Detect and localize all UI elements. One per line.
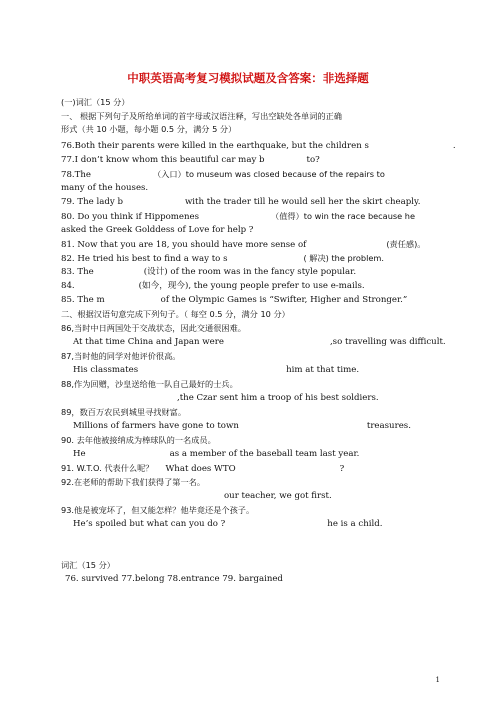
- question-83: [61, 267, 356, 278]
- question-80-text-a: 80. Do you think if Hippomenes: [61, 212, 200, 222]
- question-81-end: (责任感)。: [386, 239, 426, 249]
- question-82: [61, 253, 384, 265]
- question-91-end: ?: [339, 464, 345, 474]
- question-80: [61, 211, 415, 223]
- question-90-text: He: [73, 449, 86, 459]
- question-90-end: as a member of the baseball team last year.: [169, 449, 360, 459]
- question-89-chinese: 89，数百万农民到城里寻找财富。: [61, 407, 187, 417]
- question-86-text: At that time China and Japan were: [73, 337, 224, 347]
- page-number: 1: [435, 676, 440, 684]
- question-80-text-b: （值得）to win the race because he: [271, 211, 416, 221]
- question-81: [61, 239, 425, 251]
- question-78-text-a: 78.The: [61, 170, 92, 180]
- question-80-cont: asked the Greek Golddess of Love for help ?: [61, 225, 254, 235]
- question-84: [61, 281, 365, 292]
- question-85: [61, 295, 407, 306]
- question-93-end: he is a child.: [327, 519, 383, 529]
- section1-instructions-line2: 形式（共 10 小题，每小题 0.5 分，满分 5 分）: [61, 124, 237, 134]
- question-83-end: (设计) of the room was in the fancy style popular.: [143, 267, 357, 277]
- question-93-text: He’s spoiled but what can you do ?: [73, 519, 226, 529]
- question-85-text: 85. The m: [61, 295, 105, 305]
- question-89-text: Millions of farmers have gone to town: [73, 421, 239, 431]
- question-91: [61, 463, 344, 475]
- question-88-english: ,the Czar sent him a troop of his best soldiers.: [177, 393, 379, 403]
- question-89-end: treasures.: [366, 421, 411, 431]
- question-76: [61, 141, 456, 152]
- question-93-english: [73, 519, 382, 530]
- question-86-end: ,so travelling was difficult.: [329, 337, 446, 347]
- question-88-chinese: 88,作为回赠，沙皇送给他一队自己最好的士兵。: [61, 379, 238, 389]
- question-87-english: [73, 365, 359, 376]
- question-78: [61, 169, 385, 181]
- answers-line: 76. survived 77.belong 78.entrance 79. bargained: [65, 574, 283, 584]
- question-76-text: 76.Both their parents were killed in the earthquake, but the children s: [61, 141, 369, 151]
- answers-header: 词汇（15 分）: [61, 560, 115, 570]
- question-79-text: 79. The lady b: [61, 197, 123, 207]
- question-77-text: 77.I don’t know whom this beautiful car may b: [61, 155, 265, 165]
- question-86-chinese: 86,当时中日两国处于交战状态，因此交通很困难。: [61, 323, 246, 333]
- question-90-english: [73, 449, 359, 460]
- question-78-text-b: （入口）to museum was closed because of the repairs to: [153, 169, 385, 179]
- question-82-end: ( 解决) the problem.: [303, 253, 384, 263]
- question-92-chinese: 92.在老师的帮助下我们获得了第一名。: [61, 477, 206, 487]
- question-84-text: 84.: [61, 281, 75, 291]
- question-78-cont: many of the houses.: [61, 183, 149, 193]
- question-92-english: our teacher, we got first.: [224, 491, 332, 501]
- page-title: 中职英语高考复习模拟试题及含答案：非选择题: [127, 71, 369, 85]
- question-93-chinese: 93.他是被宠坏了，但又能怎样？他毕竟还是个孩子。: [61, 505, 255, 515]
- question-81-text: 81. Now that you are 18, you should have more sense of: [61, 240, 307, 250]
- question-91-text-a: 91. W.T.O. 代表什么呢？: [61, 463, 154, 473]
- question-79-end: with the trader till he would sell her the skirt cheaply.: [184, 197, 421, 207]
- question-91-text-b: What does WTO: [165, 464, 236, 474]
- question-87-end: him at that time.: [286, 365, 360, 375]
- question-77-end: to?: [306, 155, 320, 165]
- question-87-text: His classmates: [73, 365, 139, 375]
- question-77: [61, 155, 320, 166]
- question-86-english: [73, 337, 446, 348]
- question-87-chinese: 87,当时他的同学对他评价很高。: [61, 351, 181, 361]
- question-90-chinese: 90. 去年他被接纳成为棒球队的一名成员。: [61, 435, 216, 445]
- question-83-text: 83. The: [61, 267, 94, 277]
- question-89-english: [73, 421, 411, 432]
- section2-header: 二、根据汉语句意完成下列句子。（ 每空 0.5 分，满分 10 分）: [61, 309, 290, 319]
- question-84-end: (如今，现今), the young people prefer to use e-mails.: [138, 281, 365, 291]
- question-79: [61, 197, 420, 208]
- question-82-text: 82. He tried his best to find a way to s: [61, 254, 228, 264]
- question-85-end: of the Olympic Games is “Swifter, Higher and Stronger.”: [160, 295, 408, 305]
- section1-instructions-line1: 一、 根据下列句子及所给单词的首字母或汉语注释，写出空缺处各单词的正确: [61, 111, 342, 121]
- question-76-end: .: [452, 141, 456, 151]
- section1-header: (一)词汇（15 分）: [61, 97, 130, 107]
